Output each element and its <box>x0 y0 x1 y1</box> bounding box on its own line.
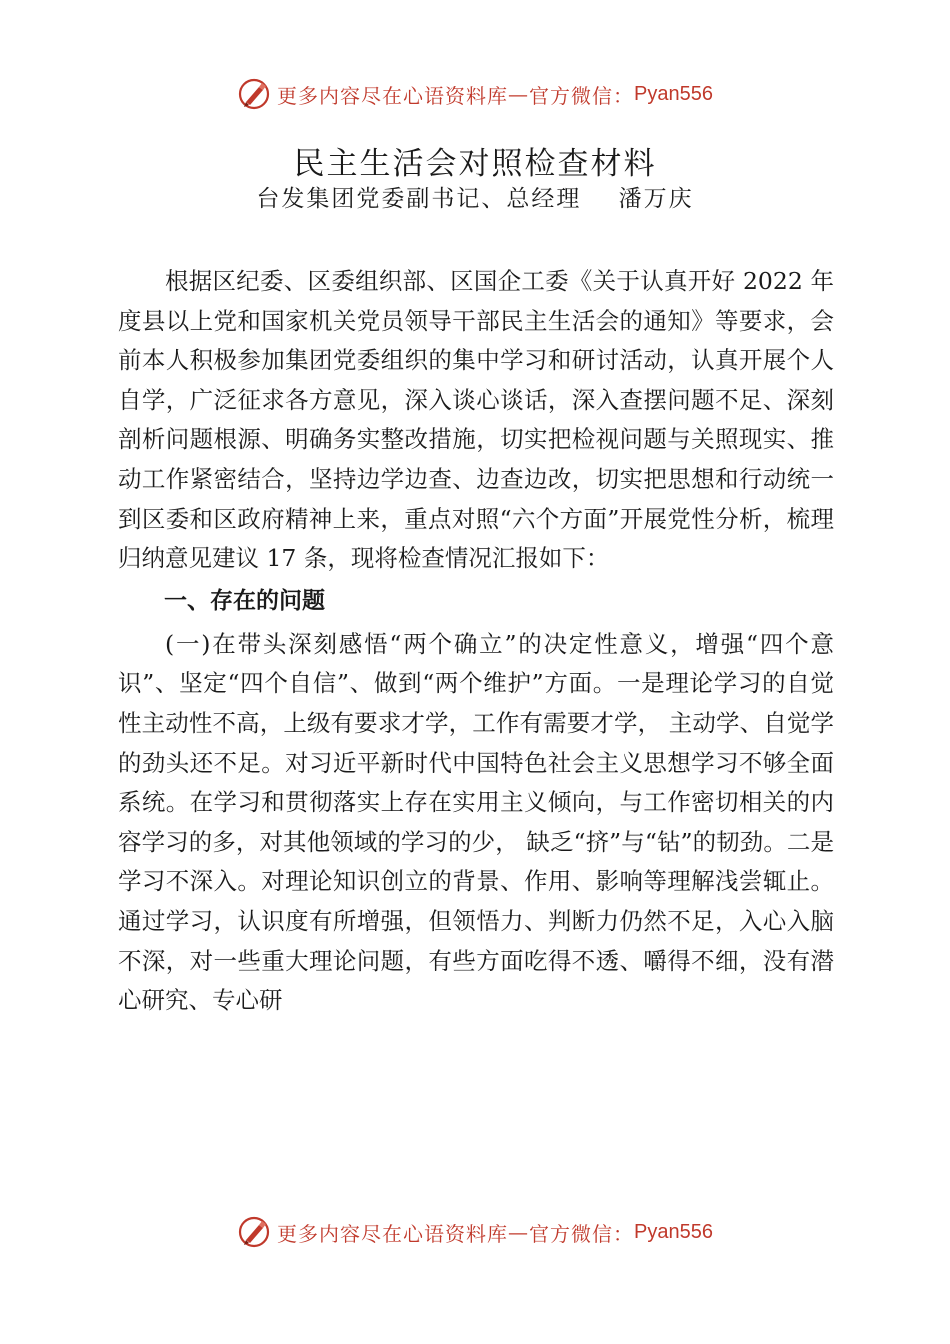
section-paragraph: (一)在带头深刻感悟“两个确立”的决定性意义，增强“四个意识”、坚定“四个自信”、做到“两个维护”方面。一是理论学习的自觉性主动性不高，上级有要求才学，工作有需要才学， 主动学、自觉学的劲头还不足。对习近平新时代中国特色社会主义思想学习不够全面系统。在学习和贯彻落实上存在实用主义倾向，与工作密切相关的内容学习的多，对其他领域的学习的少， 缺乏“挤”与“钻”的韧劲。二是学习不深入。对理论知识创立的背景、作用、影响等理解浅尝辄止。通过学习，认识度有所增强，但领悟力、判断力仍然不足，入心入脑不深，对一些重大理论问题，有些方面吃得不透、嚼得不细，没有潜心研究、专心研 <box>118 629 834 1015</box>
banner-separator: — <box>508 1220 530 1244</box>
pen-nib-logo-icon <box>237 1215 271 1249</box>
watermark-banner-top <box>0 72 950 116</box>
pen-nib-logo-icon <box>237 77 271 111</box>
document-title: 民主生活会对照检查材料 <box>293 146 657 182</box>
promo-text: 更多内容尽在心语资料库 <box>277 83 509 108</box>
watermark-banner-bottom <box>0 1210 950 1254</box>
wechat-id: Pyan556 <box>634 82 713 105</box>
wechat-label: 官方微信： <box>529 83 635 108</box>
wechat-id: Pyan556 <box>634 1220 713 1243</box>
document-body <box>118 262 834 1021</box>
wechat-label: 官方微信： <box>529 1221 635 1246</box>
document-subtitle: 台发集团党委副书记、总经理 潘万庆 <box>256 186 694 212</box>
intro-paragraph: 根据区纪委、区委组织部、区国企工委《关于认真开好 2022 年度县以上党和国家机关党员领导干部民主生活会的通知》等要求，会前本人积极参加集团党委组织的集中学习和研讨活动，认真开展个人自学，广泛征求各方意见，深入谈心谈话，深入查摆问题不足、深刻剖析问题根源、明确务实整改措施，切实把检视问题与关照现实、推动工作紧密结合，坚持边学边查、边查边改，切实把思想和行动统一到区委和区政府精神上来，重点对照“六个方面”开展党性分析，梳理归纳意见建议 17 条，现将检查情况汇报如下： <box>118 267 834 573</box>
section-heading: 一、存在的问题 <box>164 587 325 614</box>
promo-text: 更多内容尽在心语资料库 <box>277 1221 509 1246</box>
banner-separator: — <box>508 82 530 106</box>
